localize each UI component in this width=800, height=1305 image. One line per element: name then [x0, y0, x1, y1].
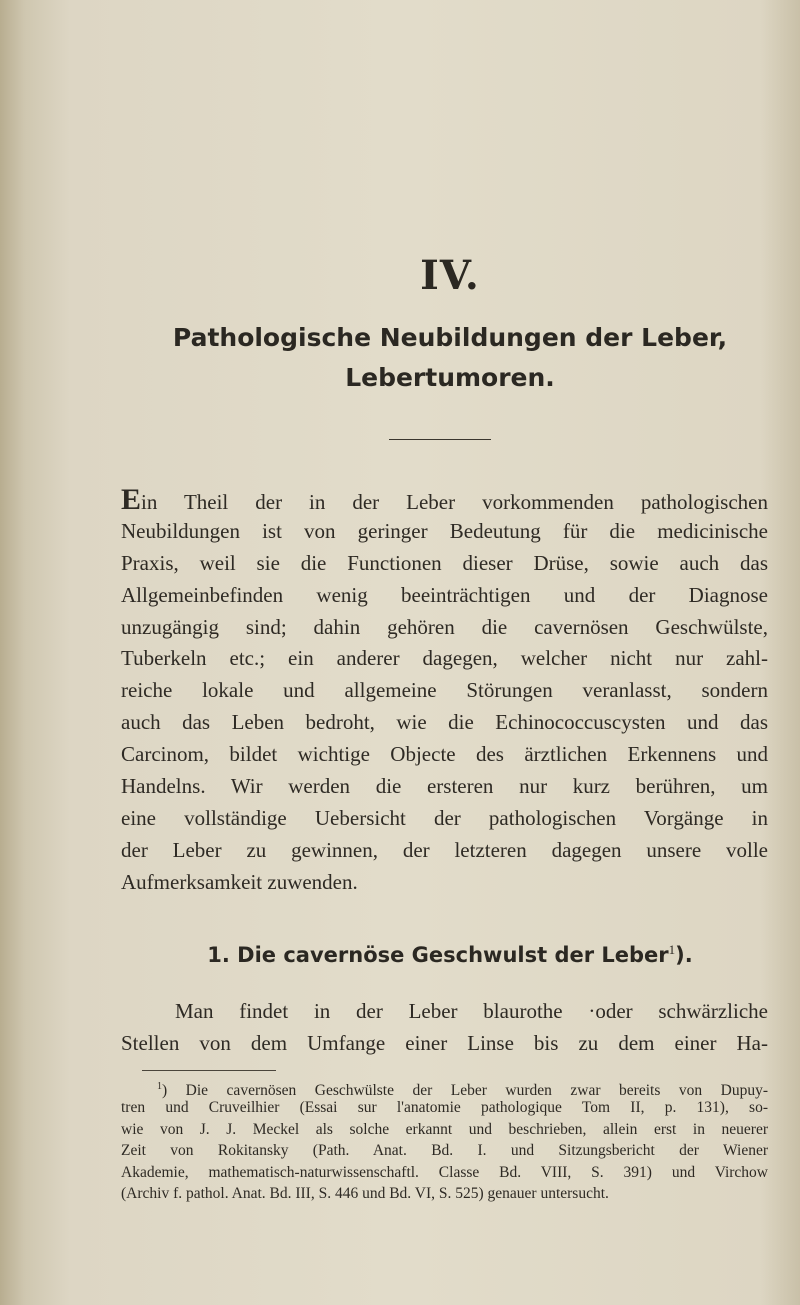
footnote-line-content: ) Die cavernösen Geschwülste der Leber wurden zwar bereits von Dupuy-	[162, 1082, 768, 1100]
drop-cap: E	[121, 483, 142, 516]
text-line: Praxis, weil sie die Functionen dieser Drüse, sowie auch das	[121, 550, 768, 575]
section-paragraph	[121, 996, 768, 1060]
text-line: auch das Leben bedroht, wie die Echinococcuscysten und das	[121, 710, 768, 735]
chapter-title-line: Pathologische Neubildungen der Leber,	[172, 323, 728, 352]
footnote-line: Zeit von Rokitansky (Path. Anat. Bd. I. und Sitzungsbericht der Wiener	[121, 1142, 768, 1160]
footnote-line: wie von J. J. Meckel als solche erkannt und beschrieben, allein erst in neuerer	[121, 1120, 768, 1138]
section-heading-text: 1. Die cavernöse Geschwulst der Leber	[207, 943, 669, 967]
text-line: der Leber zu gewinnen, der letzteren dagegen unsere volle	[121, 837, 768, 862]
section-heading-suffix: ).	[675, 943, 693, 967]
chapter-number: IV.	[420, 252, 480, 299]
intro-paragraph	[121, 484, 768, 899]
text-line: reiche lokale und allgemeine Störungen veranlasst, sondern	[121, 678, 768, 703]
text-line: Neubildungen ist von geringer Bedeutung für die medicinische	[121, 518, 768, 543]
text-line: Aufmerksamkeit zuwenden.	[121, 869, 358, 894]
title-divider	[389, 439, 491, 440]
footnote-mark: 1	[157, 1081, 162, 1092]
text-line: Carcinom, bildet wichtige Objecte des ärztlichen Erkennens und	[121, 742, 768, 767]
text-line: unzugängig sind; dahin gehören die cavernösen Geschwülste,	[121, 614, 768, 639]
text-line: Stellen von dem Umfange einer Linse bis zu dem einer Ha-	[121, 1030, 768, 1055]
footnote-line: (Archiv f. pathol. Anat. Bd. III, S. 446 und Bd. VI, S. 525) genauer untersucht.	[121, 1184, 609, 1202]
footnote-reference: 1	[668, 942, 676, 957]
section-heading	[0, 942, 800, 967]
text-line	[121, 484, 768, 516]
text-line: Allgemeinbefinden wenig beeinträchtigen und der Diagnose	[121, 582, 768, 607]
text-line: Handelns. Wir werden die ersteren nur kurz berühren, um	[121, 774, 768, 799]
text-line-content: in Theil der in der Leber vorkommenden pathologischen	[141, 490, 768, 514]
footnote-line: tren und Cruveilhier (Essai sur l'anatomie pathologique Tom II, p. 131), so-	[121, 1099, 768, 1117]
text-line: Tuberkeln etc.; ein anderer dagegen, welcher nicht nur zahl-	[121, 646, 768, 671]
chapter-title-line: Lebertumoren.	[345, 363, 555, 392]
text-line: Man findet in der Leber blaurothe ·oder schwärzliche	[175, 999, 768, 1023]
footnote	[121, 1076, 768, 1204]
footnote-line: Akademie, mathematisch-naturwissenschaftl. Classe Bd. VIII, S. 391) und Virchow	[121, 1163, 768, 1181]
chapter-title	[140, 318, 760, 398]
text-line: eine vollständige Uebersicht der pathologischen Vorgänge in	[121, 805, 768, 830]
footnote-line	[121, 1076, 768, 1100]
footnote-divider	[142, 1070, 276, 1071]
